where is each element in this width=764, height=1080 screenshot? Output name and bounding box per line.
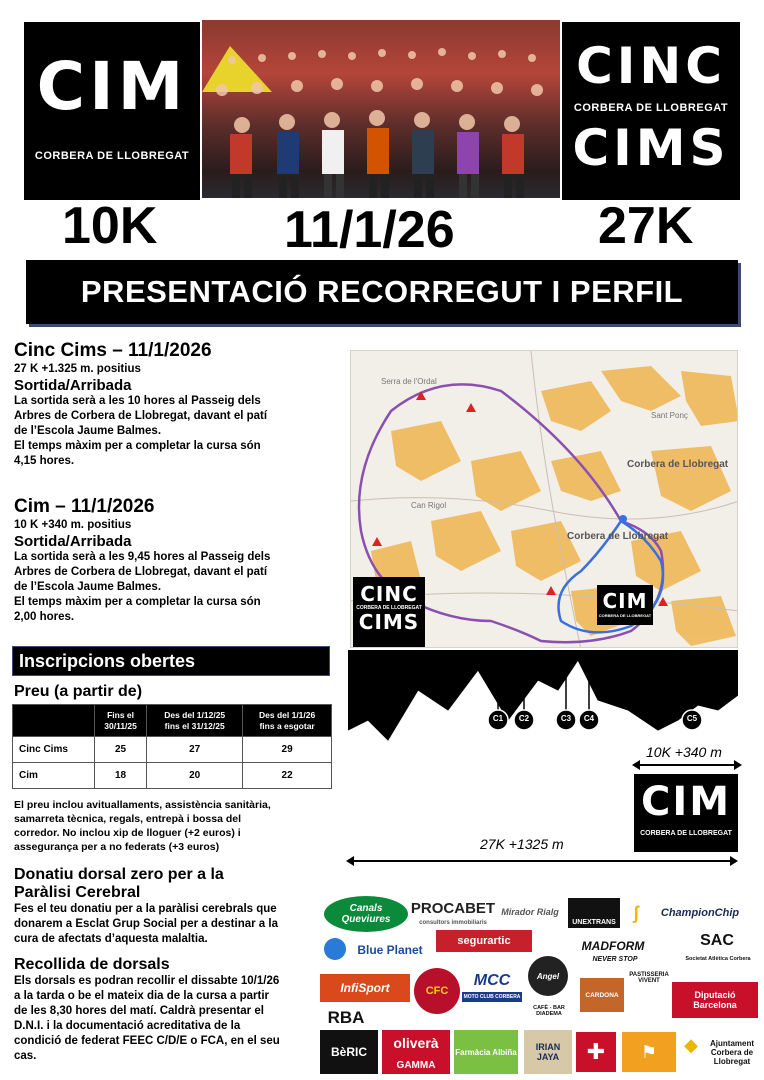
sponsor-infisport: InfiSport — [320, 974, 410, 1002]
cim-section — [14, 496, 332, 625]
sponsor-championchip: ChampionChip — [660, 907, 740, 919]
checkpoint-label: C2 — [518, 714, 530, 723]
price-cell: 25 — [95, 737, 147, 763]
map-cinc-line2: CIMS — [358, 610, 420, 634]
price-col-header-line: fins a esgotar — [259, 720, 315, 731]
sponsor-mirador: Mirador Rialg — [501, 907, 559, 917]
cinc-logo-subtitle: CORBERA DE LLOBREGAT — [573, 102, 729, 114]
route-map — [350, 350, 738, 648]
registration-heading: Inscripcions obertes — [12, 646, 330, 676]
cim-logo-subtitle: CORBERA DE LLOBREGAT — [34, 150, 190, 162]
sponsor-cfc: CFC — [414, 968, 460, 1014]
championchip-icon: ʃ — [633, 902, 639, 923]
map-cim-sub: CORBERA DE LLOBREGAT — [598, 613, 652, 618]
long-distance-arrow — [346, 854, 738, 868]
cinc-logo-line2: CIMS — [572, 119, 730, 177]
price-cell: 20 — [147, 763, 243, 789]
cinc-cims-section — [14, 340, 332, 469]
cinc-cims-line: La sortida serà a les 10 hores al Passeig dels — [14, 395, 261, 407]
map-cim-title: CIM — [602, 589, 648, 613]
sponsor-blueplanet: Blue Planet — [357, 943, 423, 957]
price-note-line: assegurança per a no federats (+3 euros) — [14, 841, 220, 853]
price-cell: 27 — [147, 737, 243, 763]
sponsor-mcc: MCC — [473, 972, 511, 989]
price-table-header — [13, 705, 332, 737]
map-label: Can Rigol — [411, 501, 447, 510]
race-date: 11/1/26 — [284, 201, 455, 259]
map-cinc-sub: CORBERA DE LLOBREGAT — [356, 605, 422, 611]
map-cinc-line1: CINC — [360, 582, 418, 606]
cim-start-heading: Sortida/Arribada — [14, 533, 132, 550]
price-cell: 29 — [243, 737, 332, 763]
bibs-line: condició de federat FEEC C/D/E o FCA, en el seu — [14, 1035, 280, 1047]
sponsor-farmacia: Farmàcia Albiña — [454, 1030, 518, 1074]
cinc-cims-elevation: 27 K +1.325 m. positius — [14, 363, 141, 375]
price-col-header-line: Des del 1/1/26 — [259, 709, 316, 720]
price-note-line: El preu inclou avituallaments, assistència sanitària, — [14, 799, 271, 811]
map-label: Corbera de Llobregat — [627, 459, 729, 470]
distance-short: 10K — [62, 197, 158, 255]
bibs-line: de les 8,30 hores del matí. Caldrà presentar el — [14, 1005, 264, 1017]
price-col-header-line: Des del 1/12/25 — [164, 709, 226, 720]
bibs-line: Els dorsals es podran recollir el dissabte 10/1/26 — [14, 975, 280, 987]
cinc-cims-line: El temps màxim per a completar la cursa són — [14, 440, 261, 452]
sponsor-diputacio: Diputació Barcelona — [672, 982, 758, 1018]
sponsor-angel: Angel — [528, 956, 568, 996]
map-cim-logo — [597, 585, 653, 625]
bibs-line: cas. — [14, 1050, 37, 1062]
price-col-header — [95, 705, 147, 737]
cim-line: La sortida serà a les 9,45 hores al Passeig dels — [14, 551, 271, 563]
bibs-section — [14, 956, 332, 1064]
sponsor-ajuntament: Ajuntament Corbera de Llobregat — [710, 1038, 754, 1066]
crowd-illustration — [202, 20, 560, 198]
bibs-line: D.N.I. i la documentació acreditativa de la — [14, 1020, 241, 1032]
cinc-logo-line1: CINC — [576, 37, 726, 95]
price-row-name: Cim — [13, 763, 95, 789]
sponsor-diadema: CAFÈ - BAR DIADEMA — [533, 1005, 565, 1017]
price-table — [12, 704, 332, 789]
cim-elevation: 10 K +340 m. positius — [14, 519, 132, 531]
cim-line: El temps màxim per a completar la cursa són — [14, 596, 261, 608]
donation-line: cura de afectats d’aquesta malaltia. — [14, 933, 208, 945]
price-col-header-line: Fins el — [107, 709, 135, 720]
donation-section — [14, 866, 332, 947]
map-label: Corbera de Llobregat — [567, 531, 669, 542]
profile-cim-sub: CORBERA DE LLOBREGAT — [640, 830, 732, 837]
profile-cim-title: CIM — [640, 779, 732, 825]
cinc-cims-logo — [562, 22, 740, 200]
short-distance-arrow — [632, 758, 742, 772]
sponsor-madform: MADFORM — [581, 939, 645, 953]
price-col-header-line: 30/11/25 — [104, 720, 137, 731]
sponsor-olivera-sub: GAMMA — [382, 1056, 450, 1074]
price-col-header — [243, 705, 332, 737]
sponsor-segurartic: segurartic — [436, 930, 532, 952]
price-note-line: samarreta tècnica, regals, entrepà i bossa del — [14, 813, 242, 825]
cross-icon: ✚ — [576, 1032, 616, 1072]
price-cell: 18 — [95, 763, 147, 789]
price-note — [14, 798, 332, 854]
checkpoint-label: C5 — [686, 714, 698, 723]
cinc-cims-line: Arbres de Corbera de Llobregat, davant el patí — [14, 410, 268, 422]
presentation-banner: PRESENTACIÓ RECORREGUT I PERFIL — [26, 260, 738, 324]
sponsor-rba: RBA — [327, 1008, 365, 1027]
cim-line: Arbres de Corbera de Llobregat, davant el patí — [14, 566, 268, 578]
ajuntament-shield-icon: ◆ — [684, 1034, 698, 1055]
bibs-heading: Recollida de dorsals — [14, 956, 170, 973]
map-cinc-logo — [353, 577, 425, 647]
elevation-profile — [348, 650, 738, 752]
donation-heading-1: Donatiu dorsal zero per a la — [14, 866, 224, 883]
bibs-line: a la tarda o be el mateix dia de la cursa a partir — [14, 990, 270, 1002]
price-col-header — [147, 705, 243, 737]
price-heading: Preu (a partir de) — [14, 683, 143, 700]
cim-line: 2,00 hores. — [14, 611, 75, 623]
sponsor-cardona: CARDONA — [580, 978, 624, 1012]
sponsor-canals: Canals Queviures — [324, 896, 408, 932]
price-col-header — [13, 705, 95, 737]
sponsor-procabet: PROCABET — [410, 899, 496, 917]
checkpoint-label: C4 — [583, 714, 595, 723]
distance-long: 27K — [598, 197, 694, 255]
price-cell: 22 — [243, 763, 332, 789]
cim-line: de l’Escola Jaume Balmes. — [14, 581, 162, 593]
donation-heading-2: Paràlisi Cerebral — [14, 884, 141, 901]
donation-line: donarem a Esclat Grup Social per a destinar a la — [14, 918, 278, 930]
cim-title: Cim – 11/1/2026 — [14, 496, 155, 517]
checkpoint-label: C3 — [560, 714, 572, 723]
profile-graphic — [348, 650, 738, 752]
start-point — [619, 515, 627, 523]
sponsor-sac-sub: Societat Atlètica Corbera — [685, 956, 751, 962]
blueplanet-icon — [324, 938, 346, 960]
sponsor-mcc-sub: MOTO CLUB CORBERA — [463, 994, 521, 1000]
donation-line: Fes el teu donatiu per a la paràlisi cerebrals que — [14, 903, 277, 915]
price-row-name: Cinc Cims — [13, 737, 95, 763]
sponsor-madform-sub: NEVER STOP — [592, 955, 638, 963]
sponsor-olivera: oliverà — [382, 1030, 450, 1056]
short-distance-label: 10K +340 m — [646, 744, 722, 760]
sponsor-unextrans: UNEXTRANS — [568, 898, 620, 928]
cinc-cims-title: Cinc Cims – 11/1/2026 — [14, 340, 212, 361]
checkpoint-label: C1 — [492, 714, 504, 723]
cinc-cims-line: 4,15 hores. — [14, 455, 75, 467]
table-row — [13, 763, 332, 789]
sponsors-area — [318, 892, 764, 1080]
map-label: Serra de l'Ordal — [381, 377, 437, 386]
profile-cim-logo — [634, 774, 738, 852]
sponsor-pastisseria: PASTISSERIA VIVENT — [629, 972, 669, 984]
long-distance-label: 27K +1325 m — [480, 836, 564, 852]
runners-photo — [202, 20, 560, 198]
price-col-header-line: fins el 31/12/25 — [164, 720, 225, 731]
cim-logo — [24, 22, 200, 200]
map-label: Sant Ponç — [651, 411, 688, 420]
sponsor-procabet-sub: consultors immobiliaris — [419, 920, 487, 926]
runners-icon: ⚑ — [622, 1032, 676, 1072]
table-row — [13, 737, 332, 763]
sponsor-sac: SAC — [700, 932, 734, 949]
sponsor-irian: IRIAN JAYA — [524, 1030, 572, 1074]
cinc-cims-start-heading: Sortida/Arribada — [14, 377, 132, 394]
cim-logo-title: CIM — [36, 48, 188, 125]
price-note-line: corredor. No inclou xip de lloguer (+2 euros) i — [14, 827, 241, 839]
cinc-cims-line: de l’Escola Jaume Balmes. — [14, 425, 162, 437]
sponsor-beric: BèRIC — [320, 1030, 378, 1074]
